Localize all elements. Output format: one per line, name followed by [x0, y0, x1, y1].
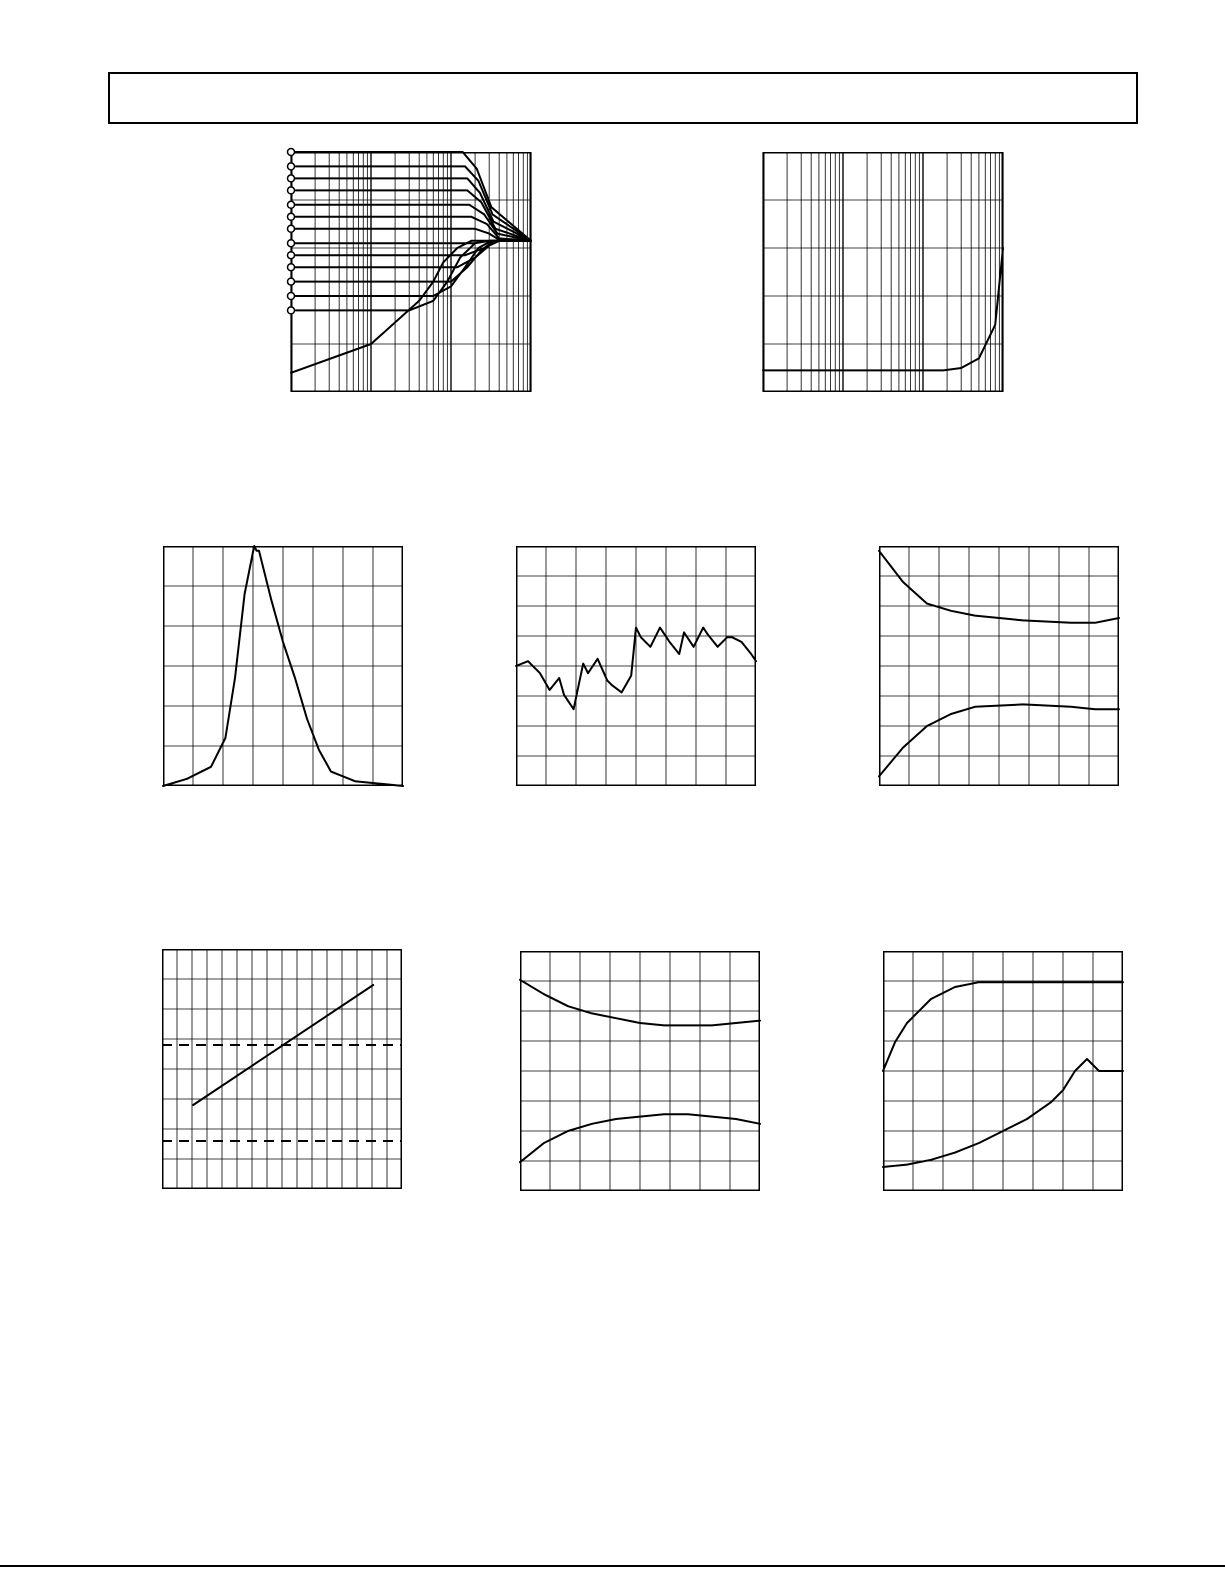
series-line-0: [291, 241, 531, 373]
series-line-1: [291, 241, 531, 311]
series-marker-5: [288, 240, 295, 247]
chart-peak-distribution: [163, 546, 403, 786]
series-marker-2: [288, 278, 295, 285]
series-marker-3: [288, 264, 295, 271]
grid: [516, 546, 756, 786]
page-header: [108, 72, 1138, 124]
grid: [291, 152, 531, 392]
series-line-2: [291, 241, 531, 296]
series-marker-4: [288, 252, 295, 259]
grid: [520, 951, 760, 1191]
plot-frame: [764, 153, 1003, 392]
grid: [879, 546, 1119, 786]
series-marker-11: [288, 163, 295, 170]
chart-noise-trace: [516, 546, 756, 786]
chart-two-curves-a: [879, 546, 1119, 786]
chart-two-curves-c: [883, 951, 1123, 1191]
grid: [883, 951, 1123, 1191]
series-line-3: [291, 241, 531, 282]
footer-rule: [0, 1565, 1225, 1567]
chart-gain-vs-frequency: [291, 152, 531, 392]
grid: [763, 152, 1003, 392]
series-marker-1: [288, 293, 295, 300]
series-marker-8: [288, 201, 295, 208]
series-marker-9: [288, 187, 295, 194]
series-marker-12: [288, 149, 295, 156]
grid: [163, 546, 403, 786]
plot-frame: [292, 153, 531, 392]
series-marker-7: [288, 213, 295, 220]
series-line-0: [763, 248, 1003, 370]
grid: [162, 949, 402, 1189]
series-marker-10: [288, 175, 295, 182]
series-marker-6: [288, 225, 295, 232]
chart-linear-limits: [162, 949, 402, 1189]
chart-log-response: [763, 152, 1003, 392]
series-line-4: [291, 241, 531, 267]
series-marker-0: [288, 307, 295, 314]
chart-two-curves-b: [520, 951, 760, 1191]
